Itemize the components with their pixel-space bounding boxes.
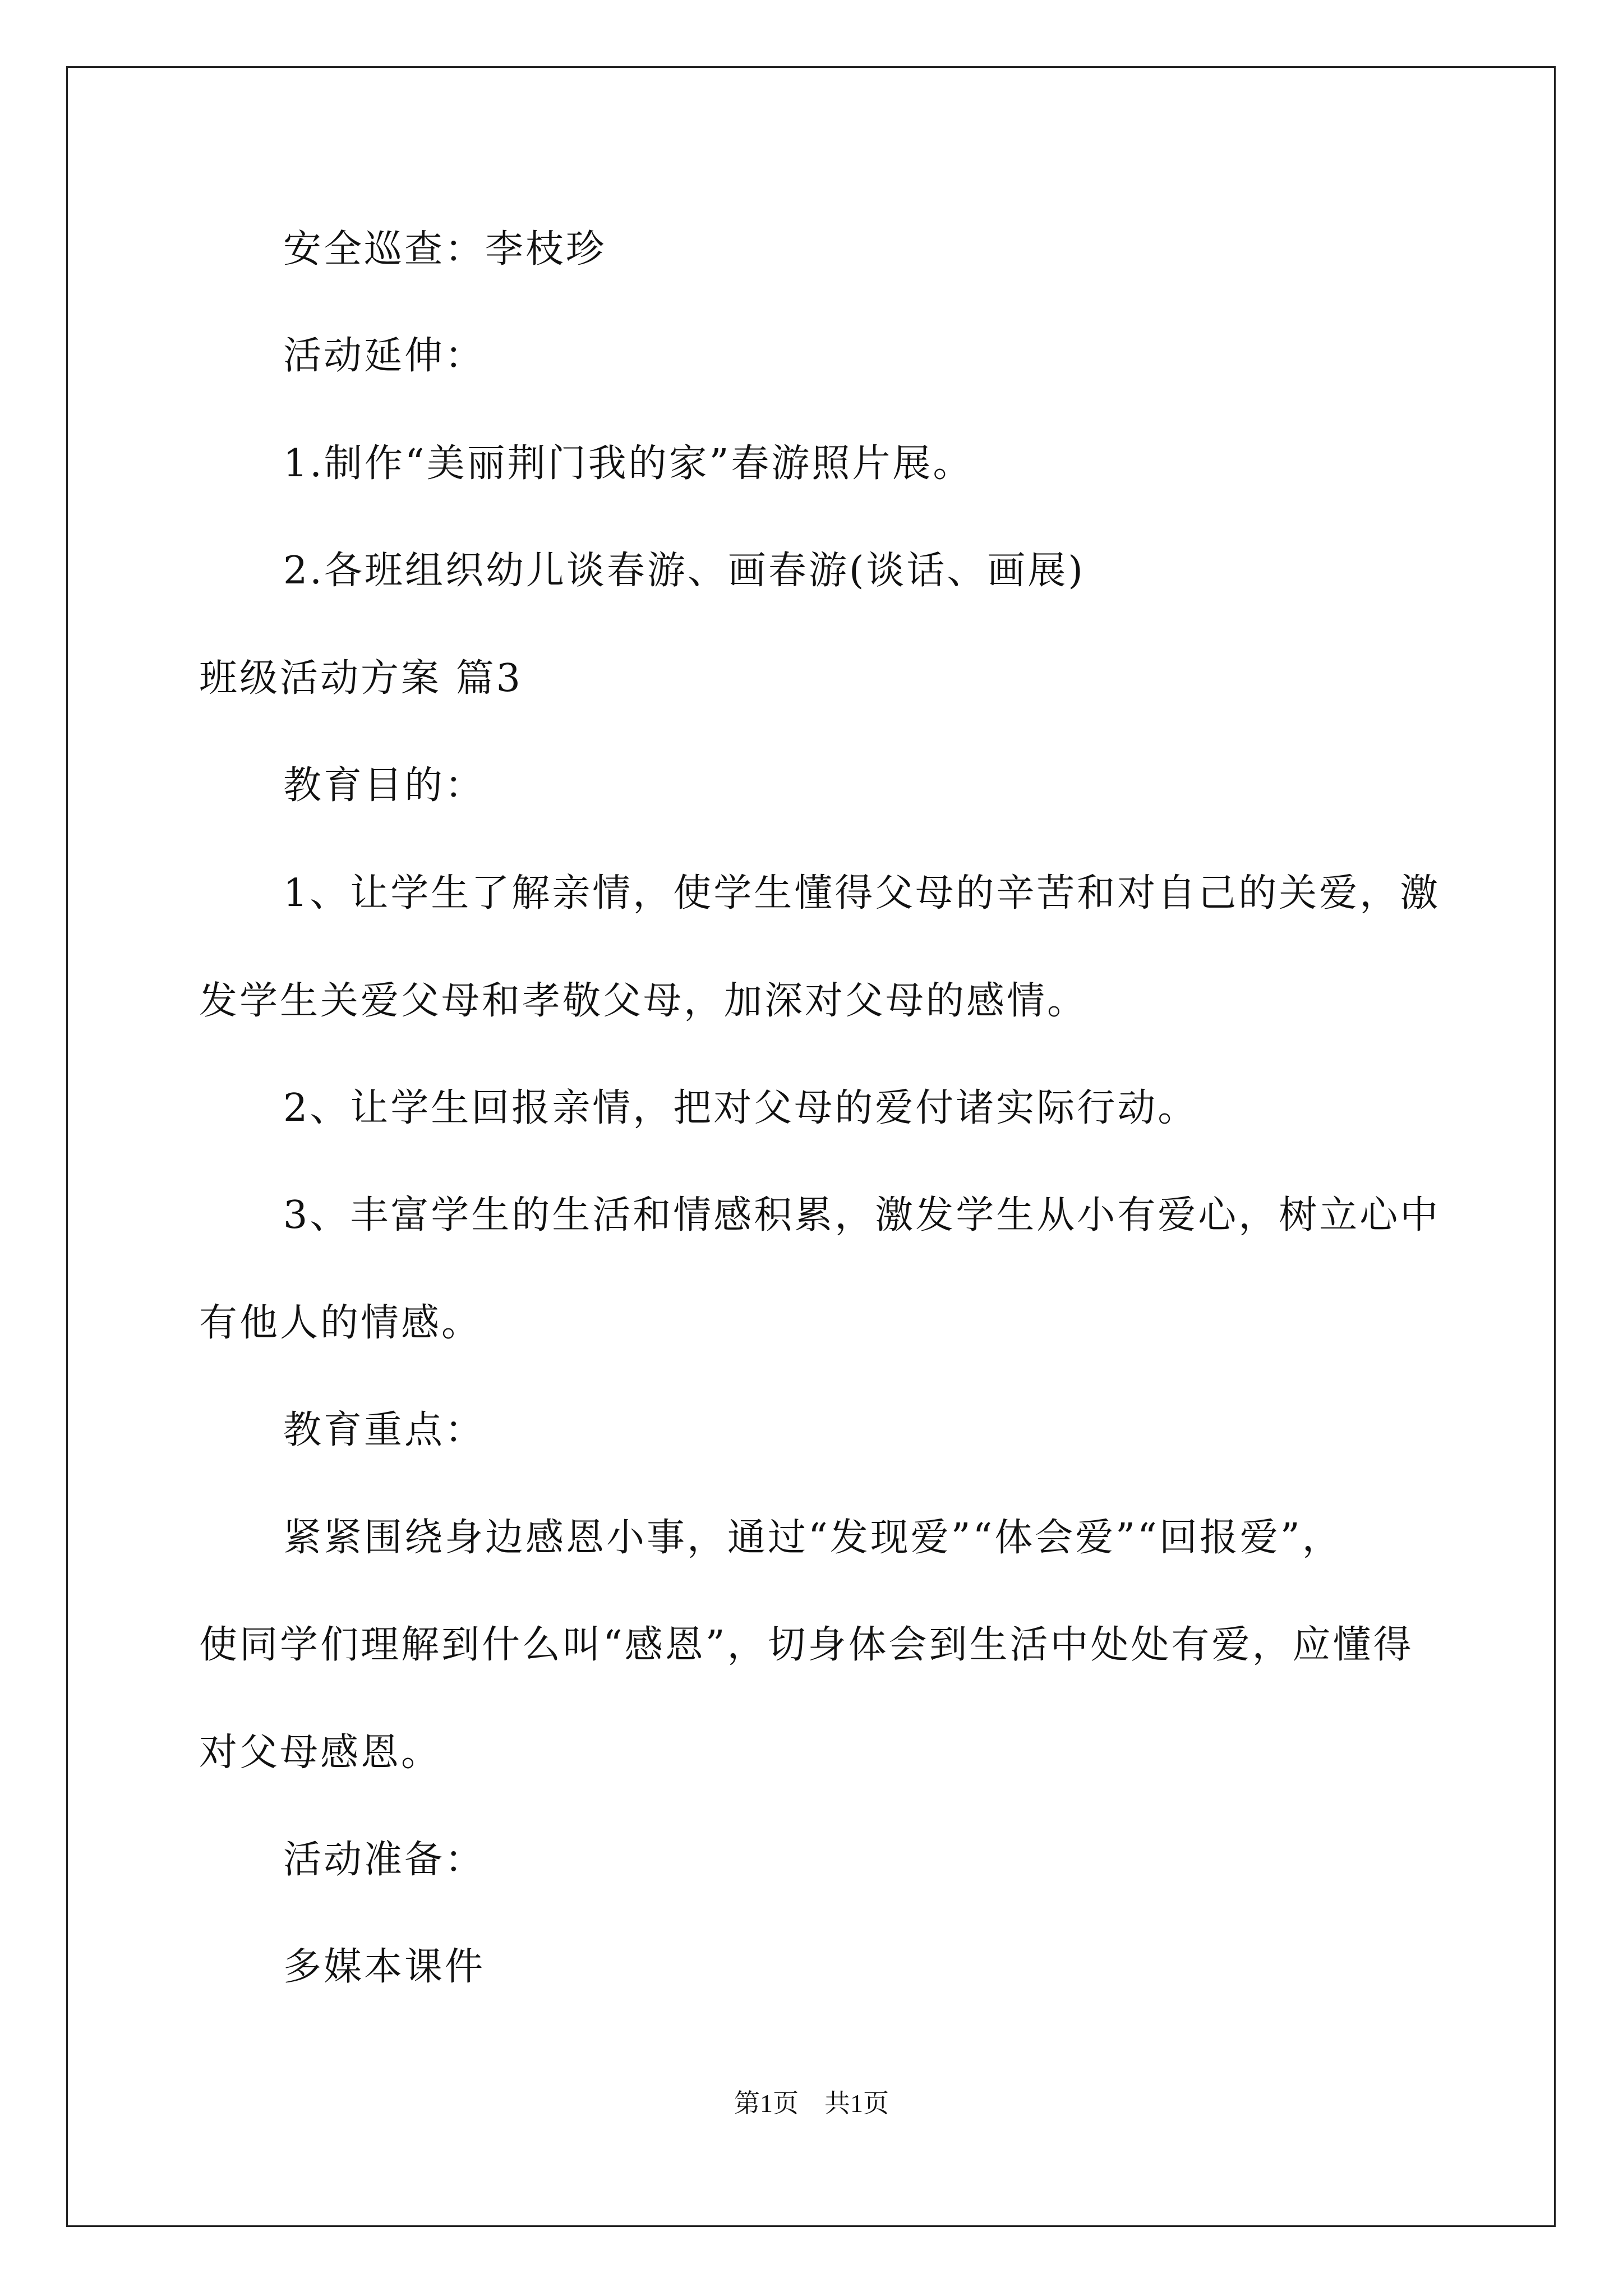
text-line: 紧紧围绕身边感恩小事，通过“发现爱”“体会爱”“回报爱”，	[283, 1516, 1343, 1560]
text-line: 教育目的：	[283, 763, 486, 808]
text-line: 使同学们理解到什么叫“感恩”，切身体会到生活中处处有爱，应懂得	[199, 1623, 1414, 1667]
text-line: 发学生关爱父母和孝敬父母，加深对父母的感情。	[199, 979, 1088, 1023]
text-line: 2、让学生回报亲情，把对父母的爱付诸实际行动。	[283, 1086, 1198, 1130]
text-line: 活动延伸：	[283, 334, 486, 378]
text-line: 有他人的情感。	[199, 1301, 482, 1345]
text-line: 1.制作“美丽荆门我的家”春游照片展。	[283, 441, 974, 486]
text-line: 1、让学生了解亲情，使学生懂得父母的辛苦和对自己的关爱，激	[283, 871, 1441, 915]
text-line: 活动准备：	[283, 1838, 486, 1882]
text-line: 多媒本课件	[283, 1945, 486, 1989]
text-line: 2.各班组织幼儿谈春游、画春游(谈话、画展)	[283, 549, 1085, 593]
page-border	[66, 66, 1556, 2227]
text-line: 安全巡查：李枝珍	[283, 227, 607, 272]
text-line: 3、丰富学生的生活和情感积累，激发学生从小有爱心，树立心中	[283, 1193, 1441, 1237]
page-footer: 第1页 共1页	[734, 2089, 889, 2118]
text-line: 教育重点：	[283, 1408, 486, 1452]
section-heading: 班级活动方案 篇3	[199, 656, 523, 701]
text-line: 对父母感恩。	[199, 1731, 442, 1775]
